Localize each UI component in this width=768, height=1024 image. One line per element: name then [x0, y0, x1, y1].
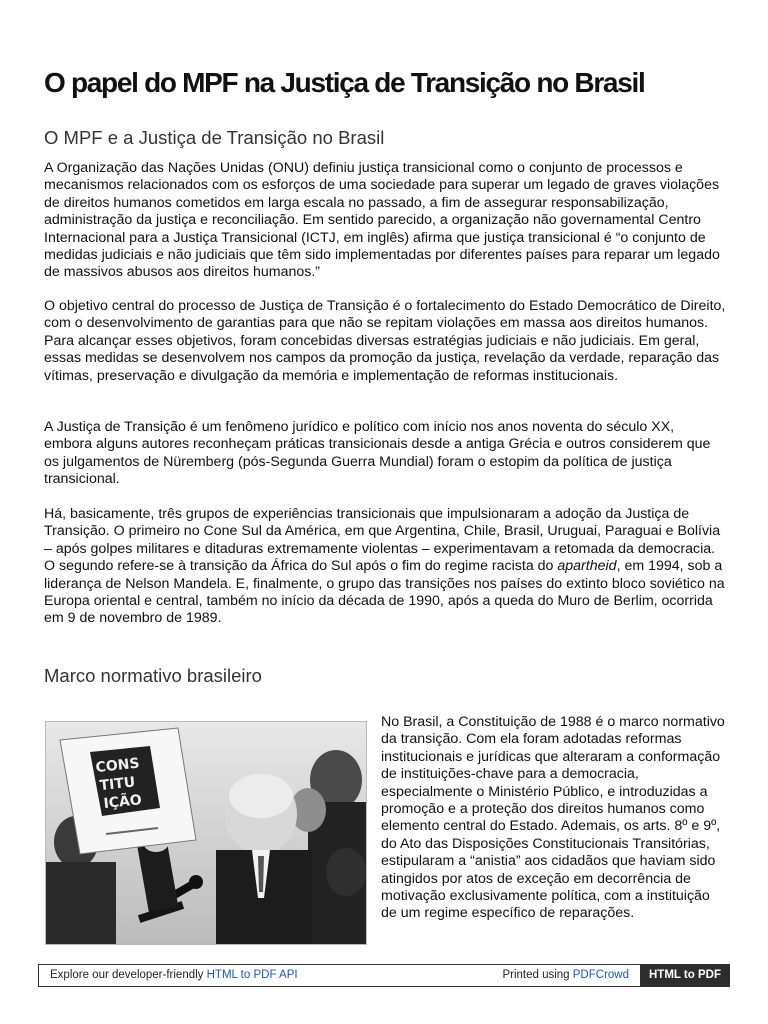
paragraph-constituicao: No Brasil, a Constituição de 1988 é o marco normativo da transição. Com ela foram adotadas reformas institucionais e jurídicas que alteraram a conformação de instituições-chave para a democracia, especialmente o Ministério Público, e introduzidas a promoção e a proteção dos direitos humanos como elemento central do Estado. Ademais, os arts. 8º e 9º, do Ato das Disposições Constitucionais Transitórias, estipularam a “anistia” aos cidadãos que haviam sido atingidos por atos de exceção em decorrência de motivação exclusivamente política, com a instituição de um regime específico de reparações.: [381, 714, 725, 922]
paragraph-grupos-italic: apartheid: [557, 558, 617, 575]
paragraph-grupos: [44, 506, 726, 628]
footer-right: [502, 969, 629, 981]
constitution-photo: [45, 721, 367, 945]
paragraph-onu: A Organização das Nações Unidas (ONU) definiu justiça transicional como o conjunto de processos e mecanismos relacionados com os esforços de uma sociedade para superar um legado de graves violações de direitos humanos cometidos em larga escala no passado, a fim de assegurar responsabilização, administração da justiça e reconciliação. Em sentido parecido, a organização não governamental Centro Internacional para a Justiça Transicional (ICTJ, em inglês) afirma que justiça transicional é “o conjunto de medidas judiciais e não judiciais que têm sido implementadas por diferentes países para reparar um legado de massivos abusos aos direitos humanos.”: [44, 160, 720, 281]
book-cover-line-2: TITU: [98, 774, 137, 795]
page-title: O papel do MPF na Justiça de Transição no Brasil: [44, 67, 645, 98]
paragraph-objetivo: O objetivo central do processo de Justiça de Transição é o fortalecimento do Estado Democrático de Direito, com o desenvolvimento de garantias para que não se repitam violações em massa aos direitos humanos. Para alcançar esses objetivos, foram concebidas diversas estratégias judiciais e não judiciais. Em geral, essas medidas se desenvolvem nos campos da promoção da justiça, revelação da verdade, reparação das vítimas, preservação e divulgação da memória e implementação de reformas institucionais.: [44, 298, 726, 384]
footer-left: [50, 969, 298, 981]
paragraph-grupos-text-1: Há, basicamente, três grupos de experiências transicionais que impulsionaram a adoção da Justiça de Transição. O primeiro no Cone Sul da América, em que Argentina, Chile, Brasil, Uruguai, Paraguai e Bolívia – após golpes militares e ditaduras extremamente violentas – experimentavam a retomada da democracia. O segundo refere-se à transição da África do Sul após o fim do regime racista do: [44, 506, 721, 575]
footer-left-text: Explore our developer-friendly: [50, 969, 207, 981]
footer-right-text: Printed using: [502, 969, 573, 981]
html-to-pdf-api-link[interactable]: HTML to PDF API: [206, 969, 298, 981]
book-cover-line-3: IÇÃO: [102, 792, 143, 813]
section-heading-marco: Marco normativo brasileiro: [44, 665, 262, 686]
section-heading-mpf: O MPF e a Justiça de Transição no Brasil: [44, 127, 385, 148]
book-cover-line-1: CONS: [94, 755, 141, 777]
pdfcrowd-footer: [38, 964, 730, 987]
pdfcrowd-link[interactable]: PDFCrowd: [572, 969, 629, 981]
html-to-pdf-button[interactable]: HTML to PDF: [640, 964, 730, 987]
photo-illustration: [46, 722, 366, 944]
paragraph-grupos-text-2: , em 1994, sob a liderança de Nelson Mandela. E, finalmente, o grupo das transições nos países do extinto bloco soviético na Europa oriental e central, também no início da década de 1990, após a queda do Muro de Berlim, ocorrida em 9 de novembro de 1989.: [44, 558, 725, 627]
paragraph-fenomeno: A Justiça de Transição é um fenômeno jurídico e político com início nos anos noventa do século XX, embora alguns autores reconheçam práticas transicionais desde a antiga Grécia e outros considerem que os julgamentos de Nüremberg (pós-Segunda Guerra Mundial) foram o estopim da política de justiça transicional.: [44, 419, 711, 488]
